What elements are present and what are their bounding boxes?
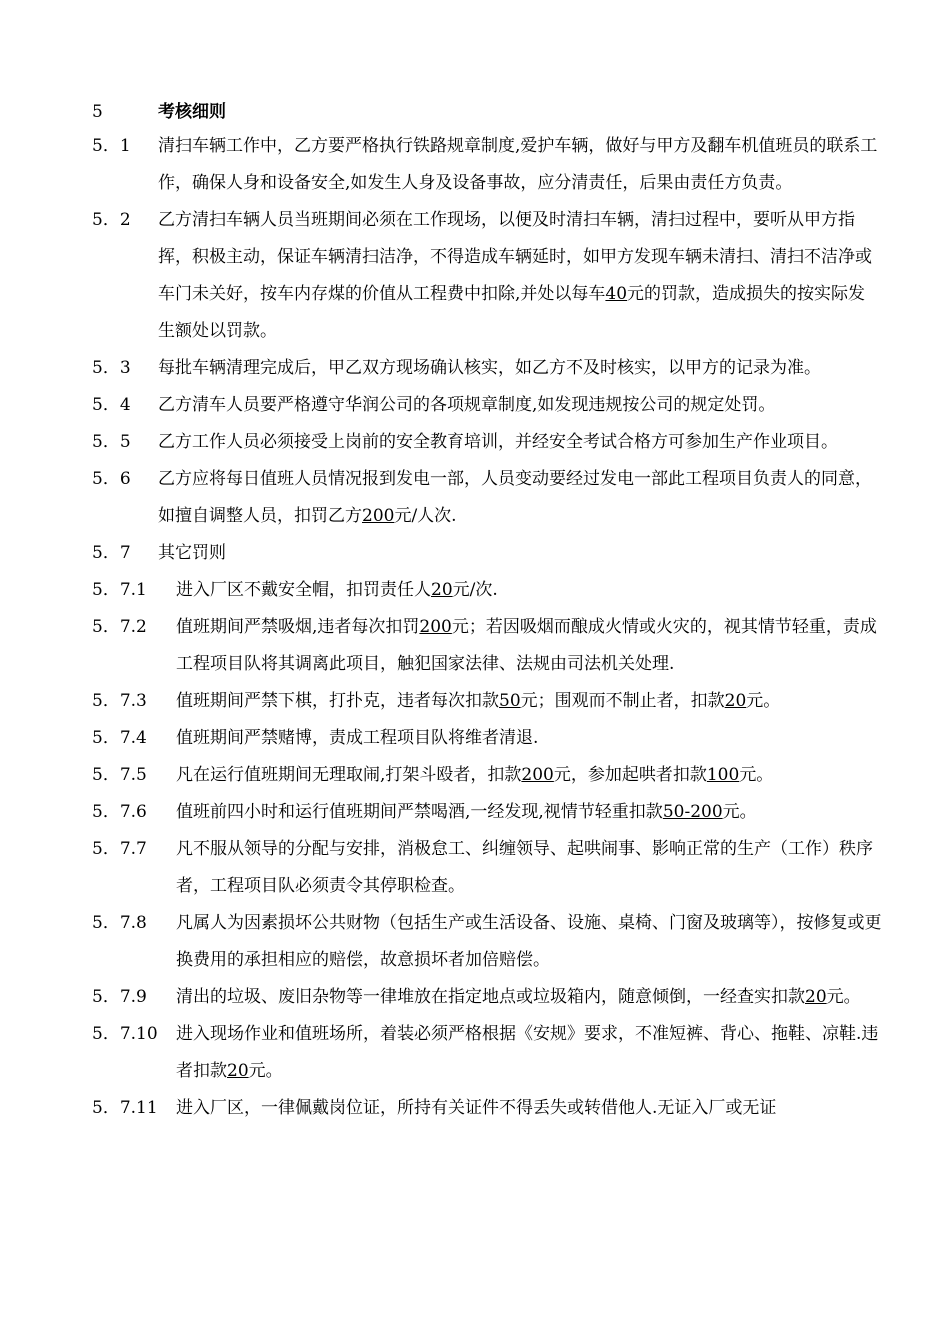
clause-text-segment: 进入厂区，一律佩戴岗位证，所持有关证件不得丢失或转借他人.无证入厂或无证 <box>176 1098 777 1118</box>
clause-text <box>176 1090 882 1127</box>
clause-number: 5．7 <box>92 543 131 563</box>
clause-text-segment: 元。 <box>746 691 781 711</box>
clause-text-segment: 乙方清扫车辆人员当班期间必须在工作现场，以便及时清扫车辆，清扫过程中，要听从甲方指挥，积极主动，保证车辆清扫洁净，不得造成车辆延时，如甲方发现车辆未清扫、清扫不洁净或车门未关好，按车内存煤的价值从工程费中扣除,并处以每车 <box>158 210 872 304</box>
clause-text-segment: 元的罚款，造成损失的按实际发生额处以罚款。 <box>158 284 866 341</box>
clause-text-segment: 每批车辆清理完成后，甲乙双方现场确认核实，如乙方不及时核实，以甲方的记录为准。 <box>158 358 821 378</box>
clause-text <box>176 831 882 905</box>
clause-text-segment: 清出的垃圾、废旧杂物等一律堆放在指定地点或垃圾箱内，随意倾倒，一经查实扣款 <box>176 987 805 1007</box>
clause-text-segment: 凡在运行值班期间无理取闹,打架斗殴者，扣款 <box>176 765 522 785</box>
clause-text-segment: 值班期间严禁下棋，打扑克，违者每次扣款 <box>176 691 499 711</box>
clause-text <box>176 609 882 683</box>
underlined-amount: 100 <box>706 765 740 785</box>
clause-item <box>92 128 882 202</box>
clause-number: 5．5 <box>92 432 131 452</box>
clause-number: 5．7.11 <box>92 1098 158 1118</box>
clause-item <box>92 831 882 905</box>
clause-text-segment: 乙方工作人员必须接受上岗前的安全教育培训，并经安全考试合格方可参加生产作业项目。 <box>158 432 838 452</box>
clause-item <box>92 720 882 757</box>
clause-number: 5．7.1 <box>92 580 147 600</box>
clause-item <box>92 572 882 609</box>
clause-item <box>92 794 882 831</box>
clause-number: 5．7.7 <box>92 839 147 859</box>
clause-number: 5．7.6 <box>92 802 147 822</box>
clause-text <box>176 572 882 609</box>
clause-item <box>92 202 882 350</box>
underlined-amount: 50 <box>499 691 521 711</box>
clause-item <box>92 905 882 979</box>
clause-item <box>92 461 882 535</box>
underlined-amount: 20 <box>431 580 453 600</box>
clause-text-segment: 值班前四小时和运行值班期间严禁喝酒,一经发现,视情节轻重扣款 <box>176 802 663 822</box>
clause-text-segment: 进入厂区不戴安全帽，扣罚责任人 <box>176 580 431 600</box>
clause-text-segment: 清扫车辆工作中，乙方要严格执行铁路规章制度,爱护车辆，做好与甲方及翻车机值班员的联系工作，确保人身和设备安全,如发生人身及设备事故，应分清责任，后果由责任方负责。 <box>158 136 878 193</box>
underlined-amount: 20 <box>805 987 827 1007</box>
clause-text <box>176 979 882 1016</box>
section-number: 5 <box>92 102 103 122</box>
clause-text-segment: 元。 <box>739 765 774 785</box>
clause-number: 5．7.9 <box>92 987 147 1007</box>
clause-text-segment: 其它罚则 <box>158 543 226 563</box>
clause-text <box>158 424 882 461</box>
clause-number: 5．2 <box>92 210 131 230</box>
clause-item <box>92 387 882 424</box>
clause-number: 5．7.8 <box>92 913 147 933</box>
clause-text-segment: 值班期间严禁赌博，责成工程项目队将维者清退. <box>176 728 539 748</box>
section-title: 考核细则 <box>158 102 226 122</box>
clause-item <box>92 1016 882 1090</box>
clause-text-segment: 元/次. <box>452 580 498 600</box>
clause-text-segment: 元。 <box>248 1061 283 1081</box>
clause-item <box>92 757 882 794</box>
underlined-amount: 20 <box>724 691 747 711</box>
clause-number: 5．7.4 <box>92 728 147 748</box>
clause-text <box>176 905 882 979</box>
clause-number: 5．7.10 <box>92 1024 158 1044</box>
clause-text-segment: 值班期间严禁吸烟,违者每次扣罚 <box>176 617 420 637</box>
clause-text <box>176 720 882 757</box>
clause-text-segment: 凡属人为因素损坏公共财物（包括生产或生活设备、设施、桌椅、门窗及玻璃等），按修复或更换费用的承担相应的赔偿，故意损坏者加倍赔偿。 <box>176 913 882 970</box>
clause-text <box>158 461 882 535</box>
clause-number: 5．7.5 <box>92 765 147 785</box>
underlined-amount: 40 <box>605 284 628 304</box>
underlined-amount: 200 <box>521 765 554 785</box>
clause-text-segment: 元；若因吸烟而酿成火情或火灾的，视其情节轻重，责成工程项目队将其调离此项目，触犯国家法律、法规由司法机关处理. <box>176 617 877 674</box>
clause-text-segment: 元；围观而不制止者，扣款 <box>520 691 725 711</box>
clause-text <box>158 350 882 387</box>
clause-number: 5．3 <box>92 358 131 378</box>
clause-text-segment: 乙方应将每日值班人员情况报到发电一部，人员变动要经过发电一部此工程项目负责人的同意，如擅自调整人员，扣罚乙方 <box>158 469 872 526</box>
clause-text <box>158 387 882 424</box>
underlined-amount: 20 <box>227 1061 249 1081</box>
clause-item <box>92 535 882 572</box>
clause-number: 5．6 <box>92 469 131 489</box>
clause-text <box>176 683 882 720</box>
underlined-amount: 200 <box>419 617 452 637</box>
clause-number: 5．7.2 <box>92 617 147 637</box>
clause-text <box>176 757 882 794</box>
clause-text <box>176 1016 882 1090</box>
clause-text-segment: 元/人次. <box>394 506 457 526</box>
clause-text <box>158 535 882 572</box>
clause-number: 5．4 <box>92 395 131 415</box>
clause-text <box>158 128 882 202</box>
clause-number: 5．1 <box>92 136 131 156</box>
clause-item <box>92 1090 882 1127</box>
clause-text <box>158 202 882 350</box>
clause-number: 5．7.3 <box>92 691 147 711</box>
clause-item <box>92 979 882 1016</box>
clause-text-segment: 乙方清车人员要严格遵守华润公司的各项规章制度,如发现违规按公司的规定处罚。 <box>158 395 776 415</box>
clause-text-segment: 进入现场作业和值班场所，着装必须严格根据《安规》要求，不准短裤、背心、拖鞋、凉鞋.违者扣款 <box>176 1024 879 1081</box>
clause-item <box>92 424 882 461</box>
clause-item <box>92 609 882 683</box>
clause-text-segment: 元。 <box>722 802 757 822</box>
clause-text <box>176 794 882 831</box>
underlined-amount: 200 <box>362 506 395 526</box>
underlined-amount: 50-200 <box>662 802 723 822</box>
clause-text-segment: 凡不服从领导的分配与安排，消极怠工、纠缠领导、起哄闹事、影响正常的生产（工作）秩序者，工程项目队必须责令其停职检查。 <box>176 839 873 896</box>
clause-text-segment: 元，参加起哄者扣款 <box>553 765 707 785</box>
clause-text-segment: 元。 <box>826 987 861 1007</box>
clause-list <box>92 128 882 1127</box>
clause-item <box>92 683 882 720</box>
clause-item <box>92 350 882 387</box>
